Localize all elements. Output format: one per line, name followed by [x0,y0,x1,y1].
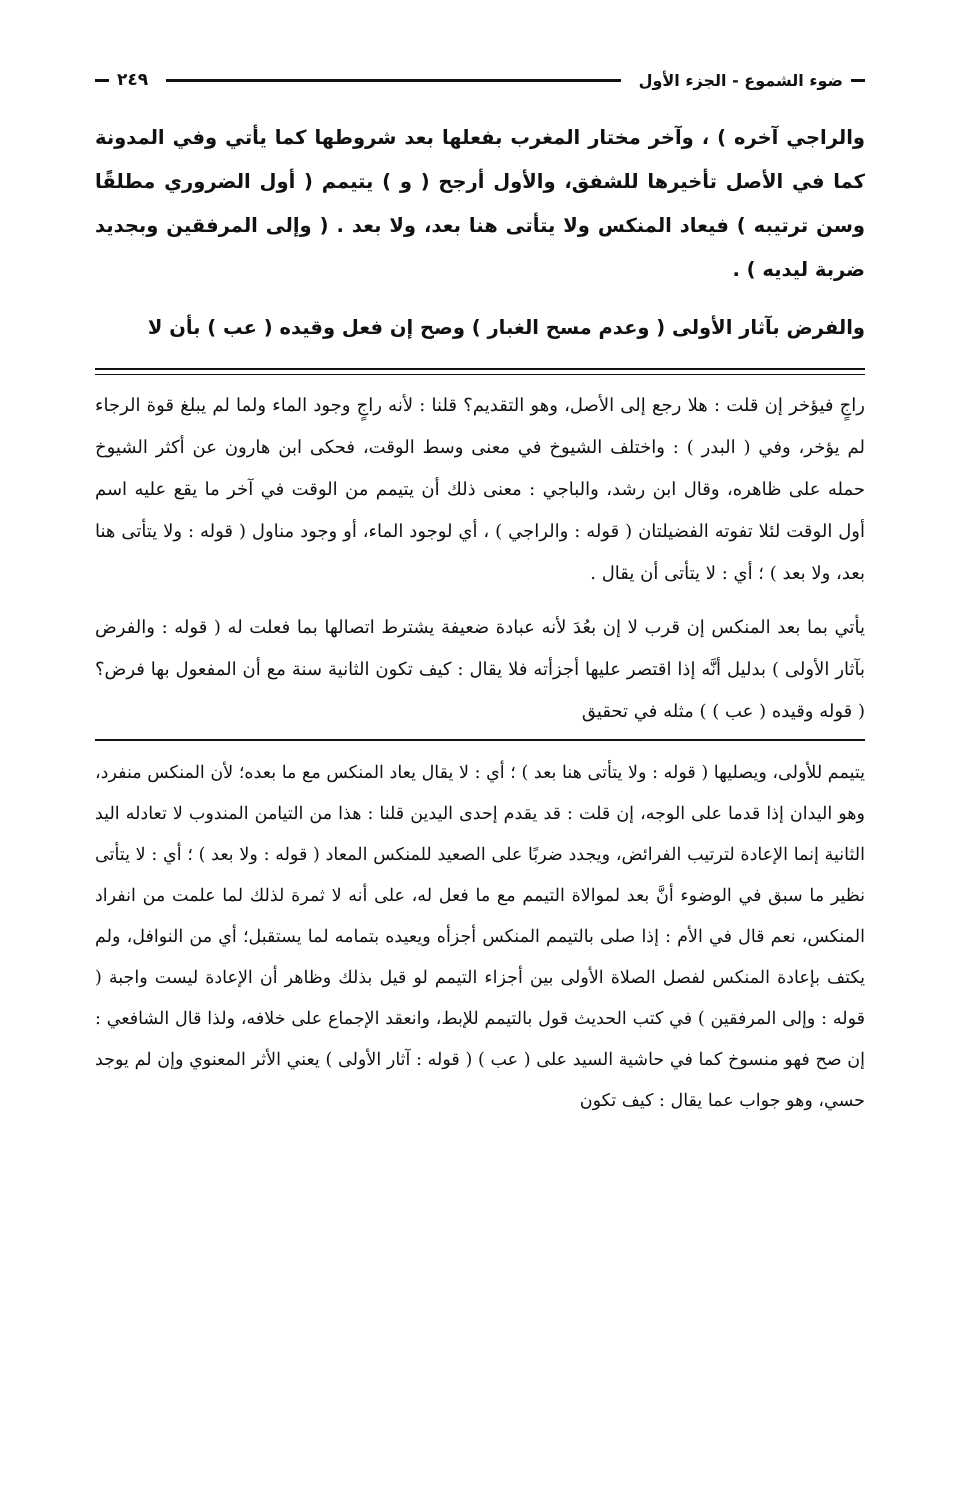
main-text [95,116,865,350]
running-head [95,62,865,98]
commentary [95,385,865,733]
main-text-paragraph-2: والفرض بآثار الأولى ( وعدم مسح الغبار ) وصح إن فعل وقيده ( عب ) بأن لا [147,316,865,339]
running-head-dash-left [95,79,109,82]
section-divider-thick [95,368,865,370]
marginal-notes-paragraph-1: يتيمم للأولى، ويصليها ( قوله : ولا يتأتى هنا بعد ) ؛ أي : لا يقال يعاد المنكس مع ما بعده؛ لأن المنكس منفرد، وهو اليدان إذا قدما على الوجه، إن قلت : قد يقدم إحدى اليدين قلنا : هذا من التيامن المندوب لا تعادله اليد الثانية إنما الإعادة لترتيب الفرائض، ويجدد ضربًا على الصعيد للمنكس المعاد ( قوله : ولا بعد ) ؛ أي : لا يتأتى نظير ما سبق في الوضوء أنَّ بعد لموالاة التيمم مع ما فعل له، على أنه لا ثمرة لذلك لما علمت من انفراد المنكس، نعم قال في الأم : إذا صلى بالتيمم المنكس أجزأه ويعيده بتمامه لما يستقبل؛ أي من النوافل، ولم يكتف بإعادة المنكس لفصل الصلاة الأولى بين أجزاء التيمم لو قيل بذلك وظاهر أن الإعادة ليست واجبة ( قوله : وإلى المرفقين ) في كتب الحديث قول بالتيمم للإبط، وانعقد الإجماع على خلافه، ولذا قال الشافعي : إن صح فهو منسوخ كما في حاشية السيد على ( عب ) ( قوله : آثار الأولى ) يعني الأثر المعنوي وإن لم يوجد حسي، وهو جواب عما يقال : كيف تكون [95,763,865,1111]
running-head-dash-right [851,79,865,82]
page-number: ٢٤٩ [117,70,149,90]
footnote-divider [95,739,865,741]
page [95,62,865,1122]
commentary-paragraph-1: راجٍ فيؤخر إن قلت : هلا رجع إلى الأصل، وهو التقديم؟ قلنا : لأنه راجٍ وجود الماء ولما لم يبلغ قوة الرجاء لم يؤخر، وفي ( البدر ) : واختلف الشيوخ في معنى وسط الوقت، فحكى ابن هارون عن أكثر الشيوخ حمله على ظاهره، وقال ابن رشد، والباجي : معنى ذلك أن يتيمم من الوقت في آخر ما يقع عليه اسم أول الوقت لئلا تفوته الفضيلتان ( قوله : والراجي ) ، أي لوجود الماء، أو وجود مناول ( قوله : ولا يتأتى هنا بعد، ولا بعد ) ؛ أي : لا يتأتى أن يقال . [95,395,865,584]
commentary-paragraph-2: يأتي بما بعد المنكس إن قرب لا إن بعُدَ لأنه عبادة ضعيفة يشترط اتصالها بما فعلت له ( قوله : والفرض بآثار الأولى ) بدليل أنَّه إذا اقتصر عليها أجزأته فلا يقال : كيف تكون الثانية سنة مع أن المفعول بها فرض؟ ( قوله وقيده ( عب ) ) مثله في تحقيق [95,617,865,722]
section-divider-thin [95,374,865,375]
running-head-rule [166,79,620,82]
marginal-notes [95,753,865,1122]
main-text-paragraph-1: والراجي آخره ) ، وآخر مختار المغرب بفعلها بعد شروطها كما يأتي وفي المدونة كما في الأصل تأخيرها للشفق، والأول أرجح ( و ) يتيمم ( أول الضروري مطلقًا وسن ترتيبه ) فيعاد المنكس ولا يتأتى هنا بعد، ولا بعد . ( وإلى المرفقين وبجديد ضربة ليديه ) . [95,126,865,281]
running-head-title: ضوء الشموع - الجزء الأول [638,70,843,90]
